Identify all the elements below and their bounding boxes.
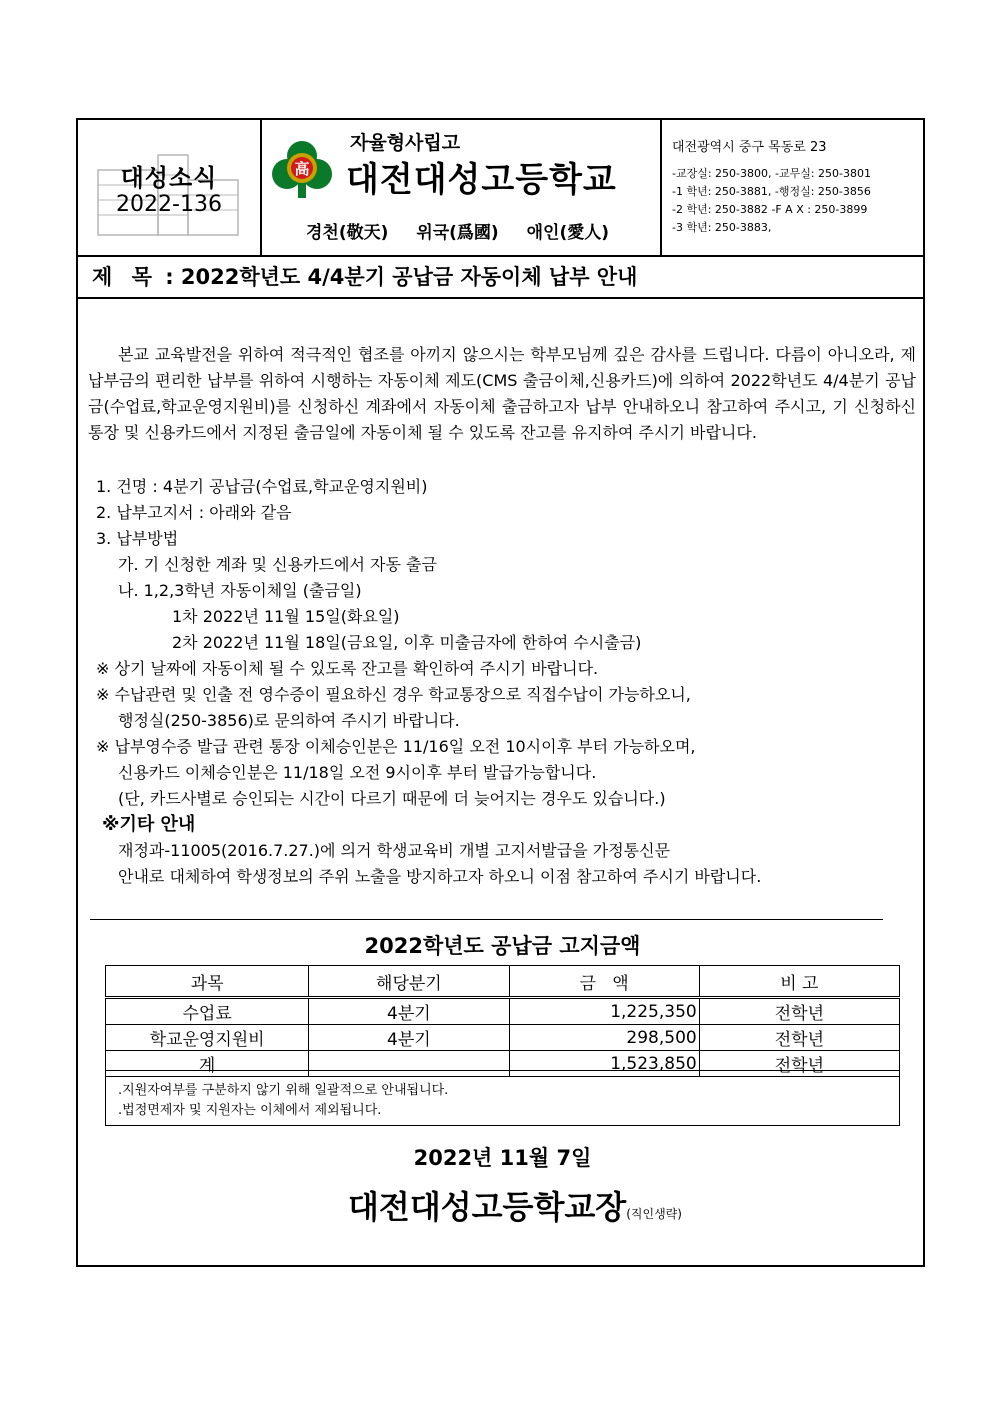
cell-amount: 298,500 <box>509 1025 699 1051</box>
other-notice-title: ※기타 안내 <box>102 814 196 835</box>
notice-line: 행정실(250-3856)로 문의하여 주시기 바랍니다. <box>118 711 460 730</box>
subject-line <box>78 257 923 299</box>
cell-quarter: 4분기 <box>309 998 509 1025</box>
other-notice-line: 재정과-11005(2016.7.27.)에 의거 학생교육비 개별 고지서발급을 가정통신문 <box>118 841 671 860</box>
cell-remark: 전학년 <box>699 1051 899 1077</box>
notice-line: ※ 납부영수증 발급 관련 통장 이체승인분은 11/16일 오전 10시이후 부터 가능하오며, <box>96 737 696 756</box>
cell-subject: 계 <box>106 1051 309 1077</box>
motto-item: 위국(爲國) <box>416 223 499 243</box>
newsletter-box <box>78 120 262 255</box>
notice-line: 신용카드 이체승인분은 11/18일 오전 9시이후 부터 발급가능합니다. <box>118 763 597 782</box>
fee-table-header <box>106 966 900 998</box>
note-line: .법정면제자 및 지원자는 이체에서 제외됩니다. <box>118 1103 382 1118</box>
motto-item: 경천(敬天) <box>306 223 389 243</box>
issue-date: 2022년 11월 7일 <box>413 1146 592 1170</box>
school-title-box <box>262 120 662 255</box>
table-row <box>106 998 900 1025</box>
school-motto <box>306 218 631 243</box>
subject-label: 제 목 <box>92 265 158 289</box>
intro-paragraph: 본교 교육발전을 위하여 적극적인 협조를 아끼지 않으시는 학부모님께 깊은 감사를 드립니다. 다름이 아니오라, 제 납부금의 편리한 납부를 위하여 시행하는 자동이체 제도(CMS 출금이체,신용카드)에 의하여 2022학년도 4/4분기 공납금(수업료,학교운영지원비)를 신청하신 계좌에서 자동이체 출금하고자 납부 안내하오니 참고하여 주시고, 기 신청하신 통장 및 신용카드에서 지정된 출금일에 자동이체 될 수 있도록 잔고를 유지하여 주시기 바랍니다. <box>88 345 916 442</box>
cell-amount: 1,523,850 <box>509 1051 699 1077</box>
subject-text: : 2022학년도 4/4분기 공납금 자동이체 납부 안내 <box>165 265 638 289</box>
emblem-character: 高 <box>294 160 310 178</box>
notice-line: (단, 카드사별로 승인되는 시간이 다르기 때문에 더 늦어지는 경우도 있습니다.) <box>118 789 666 808</box>
cell-remark: 전학년 <box>699 998 899 1025</box>
document-page <box>76 118 925 1267</box>
item-line: 1. 건명 : 4분기 공납금(수업료,학교운영지원비) <box>96 477 428 496</box>
note-line: .지원자여부를 구분하지 않기 위해 일괄적으로 안내됩니다. <box>118 1083 449 1098</box>
contact-line: -3 학년: 250-3883, <box>672 221 772 234</box>
item-line: 가. 기 신청한 계좌 및 신용카드에서 자동 출금 <box>118 555 437 574</box>
fee-notes <box>105 1070 900 1126</box>
newsletter-number: 2022-136 <box>116 192 222 217</box>
fee-table <box>105 965 900 1077</box>
item-line: 3. 납부방법 <box>96 529 179 548</box>
newsletter-title: 대성소식 <box>120 164 218 192</box>
other-notice-line: 안내로 대체하여 학생정보의 주위 노출을 방지하고자 하오니 이점 참고하여 주시기 바랍니다. <box>118 867 762 886</box>
column-header: 금 액 <box>509 966 699 998</box>
table-row <box>106 1025 900 1051</box>
item-line: 2. 납부고지서 : 아래와 같음 <box>96 503 292 522</box>
column-header: 비 고 <box>699 966 899 998</box>
column-header: 과목 <box>106 966 309 998</box>
school-name: 대전대성고등학교 <box>346 160 617 200</box>
contact-box <box>664 120 923 255</box>
item-line: 나. 1,2,3학년 자동이체일 (출금일) <box>118 581 362 600</box>
motto-item: 애인(愛人) <box>526 223 610 243</box>
school-address: 대전광역시 중구 목동로 23 <box>672 140 827 155</box>
principal-title: 대전대성고등학교장 <box>348 1188 627 1226</box>
principal-signature <box>348 1182 682 1228</box>
fee-table-title: 2022학년도 공납금 고지금액 <box>364 934 641 958</box>
school-emblem-icon <box>270 136 334 200</box>
contact-line: -교장실: 250-3800, -교무실: 250-3801 <box>672 167 872 180</box>
notice-line: ※ 수납관련 및 인출 전 영수증이 필요하신 경우 학교통장으로 직접수납이 가능하오니, <box>96 685 691 704</box>
seal-note: (직인생략) <box>626 1207 682 1221</box>
contact-line: -1 학년: 250-3881, -행정실: 250-3856 <box>672 185 871 198</box>
letterhead <box>78 120 923 257</box>
contact-line: -2 학년: 250-3882 -F A X : 250-3899 <box>672 203 868 216</box>
school-type: 자율형사립고 <box>350 132 461 154</box>
cell-subject: 수업료 <box>106 998 309 1025</box>
section-divider <box>90 919 883 920</box>
cell-subject: 학교운영지원비 <box>106 1025 309 1051</box>
cell-amount: 1,225,350 <box>509 998 699 1025</box>
item-line: 2차 2022년 11월 18일(금요일, 이후 미출금자에 한하여 수시출금) <box>172 633 642 652</box>
notice-line: ※ 상기 날짜에 자동이체 될 수 있도록 잔고를 확인하여 주시기 바랍니다. <box>96 659 599 678</box>
column-header: 해당분기 <box>309 966 509 998</box>
cell-remark: 전학년 <box>699 1025 899 1051</box>
item-line: 1차 2022년 11월 15일(화요일) <box>172 607 400 626</box>
cell-quarter: 4분기 <box>309 1025 509 1051</box>
